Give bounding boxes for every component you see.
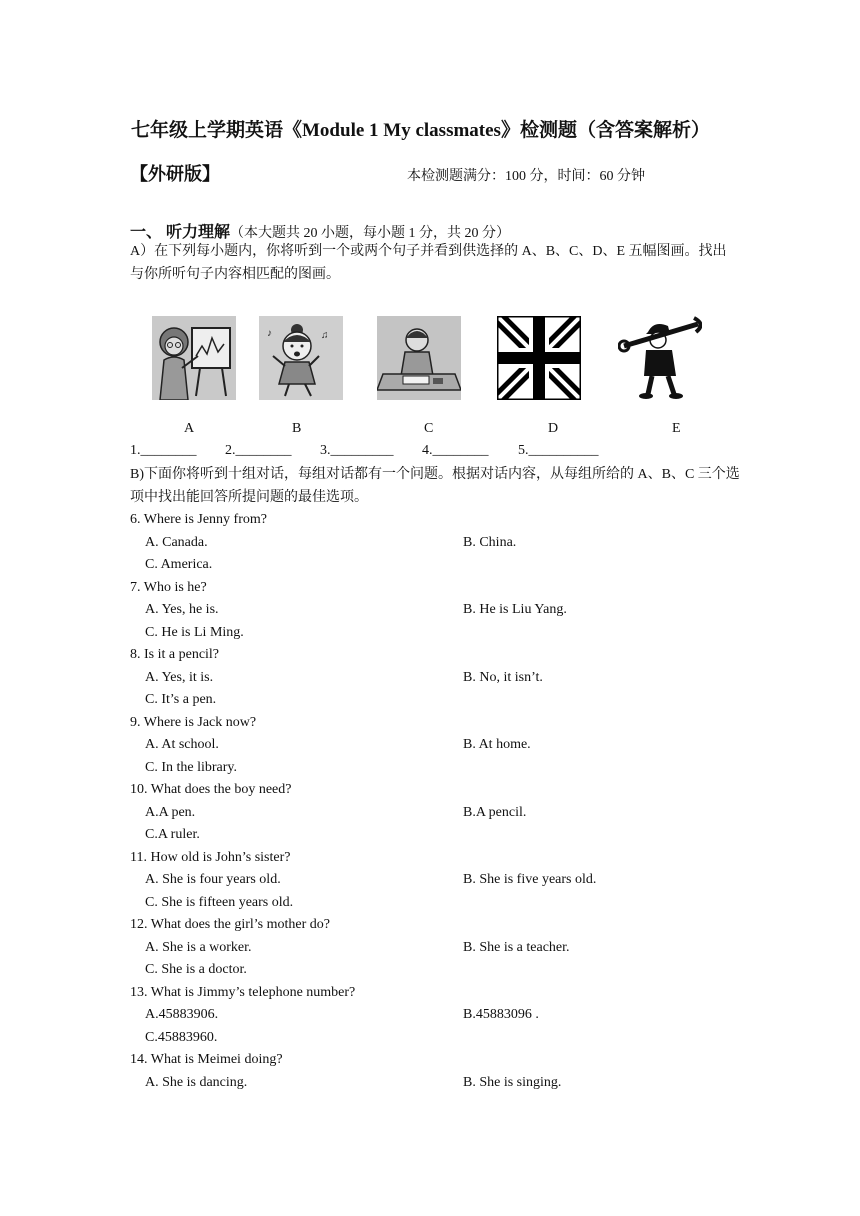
option-b: B.A pencil. <box>463 805 527 820</box>
option-c: C. She is a doctor. <box>145 962 247 977</box>
option-a: A. She is four years old. <box>145 872 281 887</box>
option-a: A.45883906. <box>145 1007 219 1022</box>
answer-blank: 1.________ <box>130 443 197 458</box>
answer-blank: 2.________ <box>225 443 292 458</box>
option-c: C. America. <box>145 557 213 572</box>
svg-text:♫: ♫ <box>321 330 329 341</box>
picture-letter: D <box>548 421 559 436</box>
worker-picture <box>618 316 702 400</box>
picture-row <box>0 310 860 405</box>
option-b: B. She is five years old. <box>463 872 597 887</box>
svg-text:♪: ♪ <box>267 328 272 339</box>
answer-blank: 4.________ <box>422 443 489 458</box>
question-11: 11. How old is John’s sister? <box>130 850 291 865</box>
answer-blank: 5.__________ <box>518 443 599 458</box>
option-b: B. She is singing. <box>463 1075 562 1090</box>
option-c: C. She is fifteen years old. <box>145 895 294 910</box>
part-b-instructions: B)下面你将听到十组对话，每组对话都有一个问题。根据对话内容，从每组所给的 A、B、C 三个选项中找出能回答所提问题的最佳选项。 <box>130 467 740 505</box>
edition-label: 【外研版】 <box>130 164 220 184</box>
section-note: （本大题共 20 小题，每小题 1 分，共 20 分） <box>230 226 511 241</box>
answer-blank: 3._________ <box>320 443 394 458</box>
option-b: B. She is a teacher. <box>463 940 570 955</box>
part-a-instructions: A）在下列每小题内，你将听到一个或两个句子并看到供选择的 A、B、C、D、E 五幅图画。找出与你所听句子内容相匹配的图画。 <box>130 244 727 282</box>
option-a: A. Yes, it is. <box>145 670 214 685</box>
teacher-picture <box>152 316 236 400</box>
question-13: 13. What is Jimmy’s telephone number? <box>130 985 356 1000</box>
question-14: 14. What is Meimei doing? <box>130 1052 283 1067</box>
section-heading <box>130 219 510 242</box>
option-a: A. She is dancing. <box>145 1075 248 1090</box>
option-b: B. He is Liu Yang. <box>463 602 567 617</box>
question-10: 10. What does the boy need? <box>130 782 292 797</box>
exam-meta: 本检测题满分：100 分，时间：60 分钟 <box>407 169 645 184</box>
option-a: A. Canada. <box>145 535 208 550</box>
question-12: 12. What does the girl’s mother do? <box>130 917 330 932</box>
picture-letter: B <box>292 421 302 436</box>
question-8: 8. Is it a pencil? <box>130 647 220 662</box>
option-c: C.A ruler. <box>145 827 200 842</box>
picture-letter: C <box>424 421 434 436</box>
option-b: B. At home. <box>463 737 531 752</box>
option-c: C. He is Li Ming. <box>145 625 244 640</box>
option-c: C. In the library. <box>145 760 238 775</box>
document-title: 七年级上学期英语《Module 1 My classmates》检测题（含答案解析） <box>131 120 710 141</box>
question-7: 7. Who is he? <box>130 580 207 595</box>
picture-letter: E <box>672 421 681 436</box>
option-a: A. She is a worker. <box>145 940 252 955</box>
singing-girl-picture <box>259 316 343 400</box>
option-c: C. It’s a pen. <box>145 692 217 707</box>
flag-picture <box>497 316 581 400</box>
option-b: B. China. <box>463 535 517 550</box>
option-a: A.A pen. <box>145 805 196 820</box>
question-6: 6. Where is Jenny from? <box>130 512 267 527</box>
section-title: 一、 听力理解 <box>130 224 231 241</box>
option-c: C.45883960. <box>145 1030 218 1045</box>
option-b: B.45883096 . <box>463 1007 539 1022</box>
question-9: 9. Where is Jack now? <box>130 715 257 730</box>
option-a: A. Yes, he is. <box>145 602 219 617</box>
student-writing-picture <box>377 316 461 400</box>
picture-letter: A <box>184 421 195 436</box>
option-a: A. At school. <box>145 737 219 752</box>
option-b: B. No, it isn’t. <box>463 670 543 685</box>
